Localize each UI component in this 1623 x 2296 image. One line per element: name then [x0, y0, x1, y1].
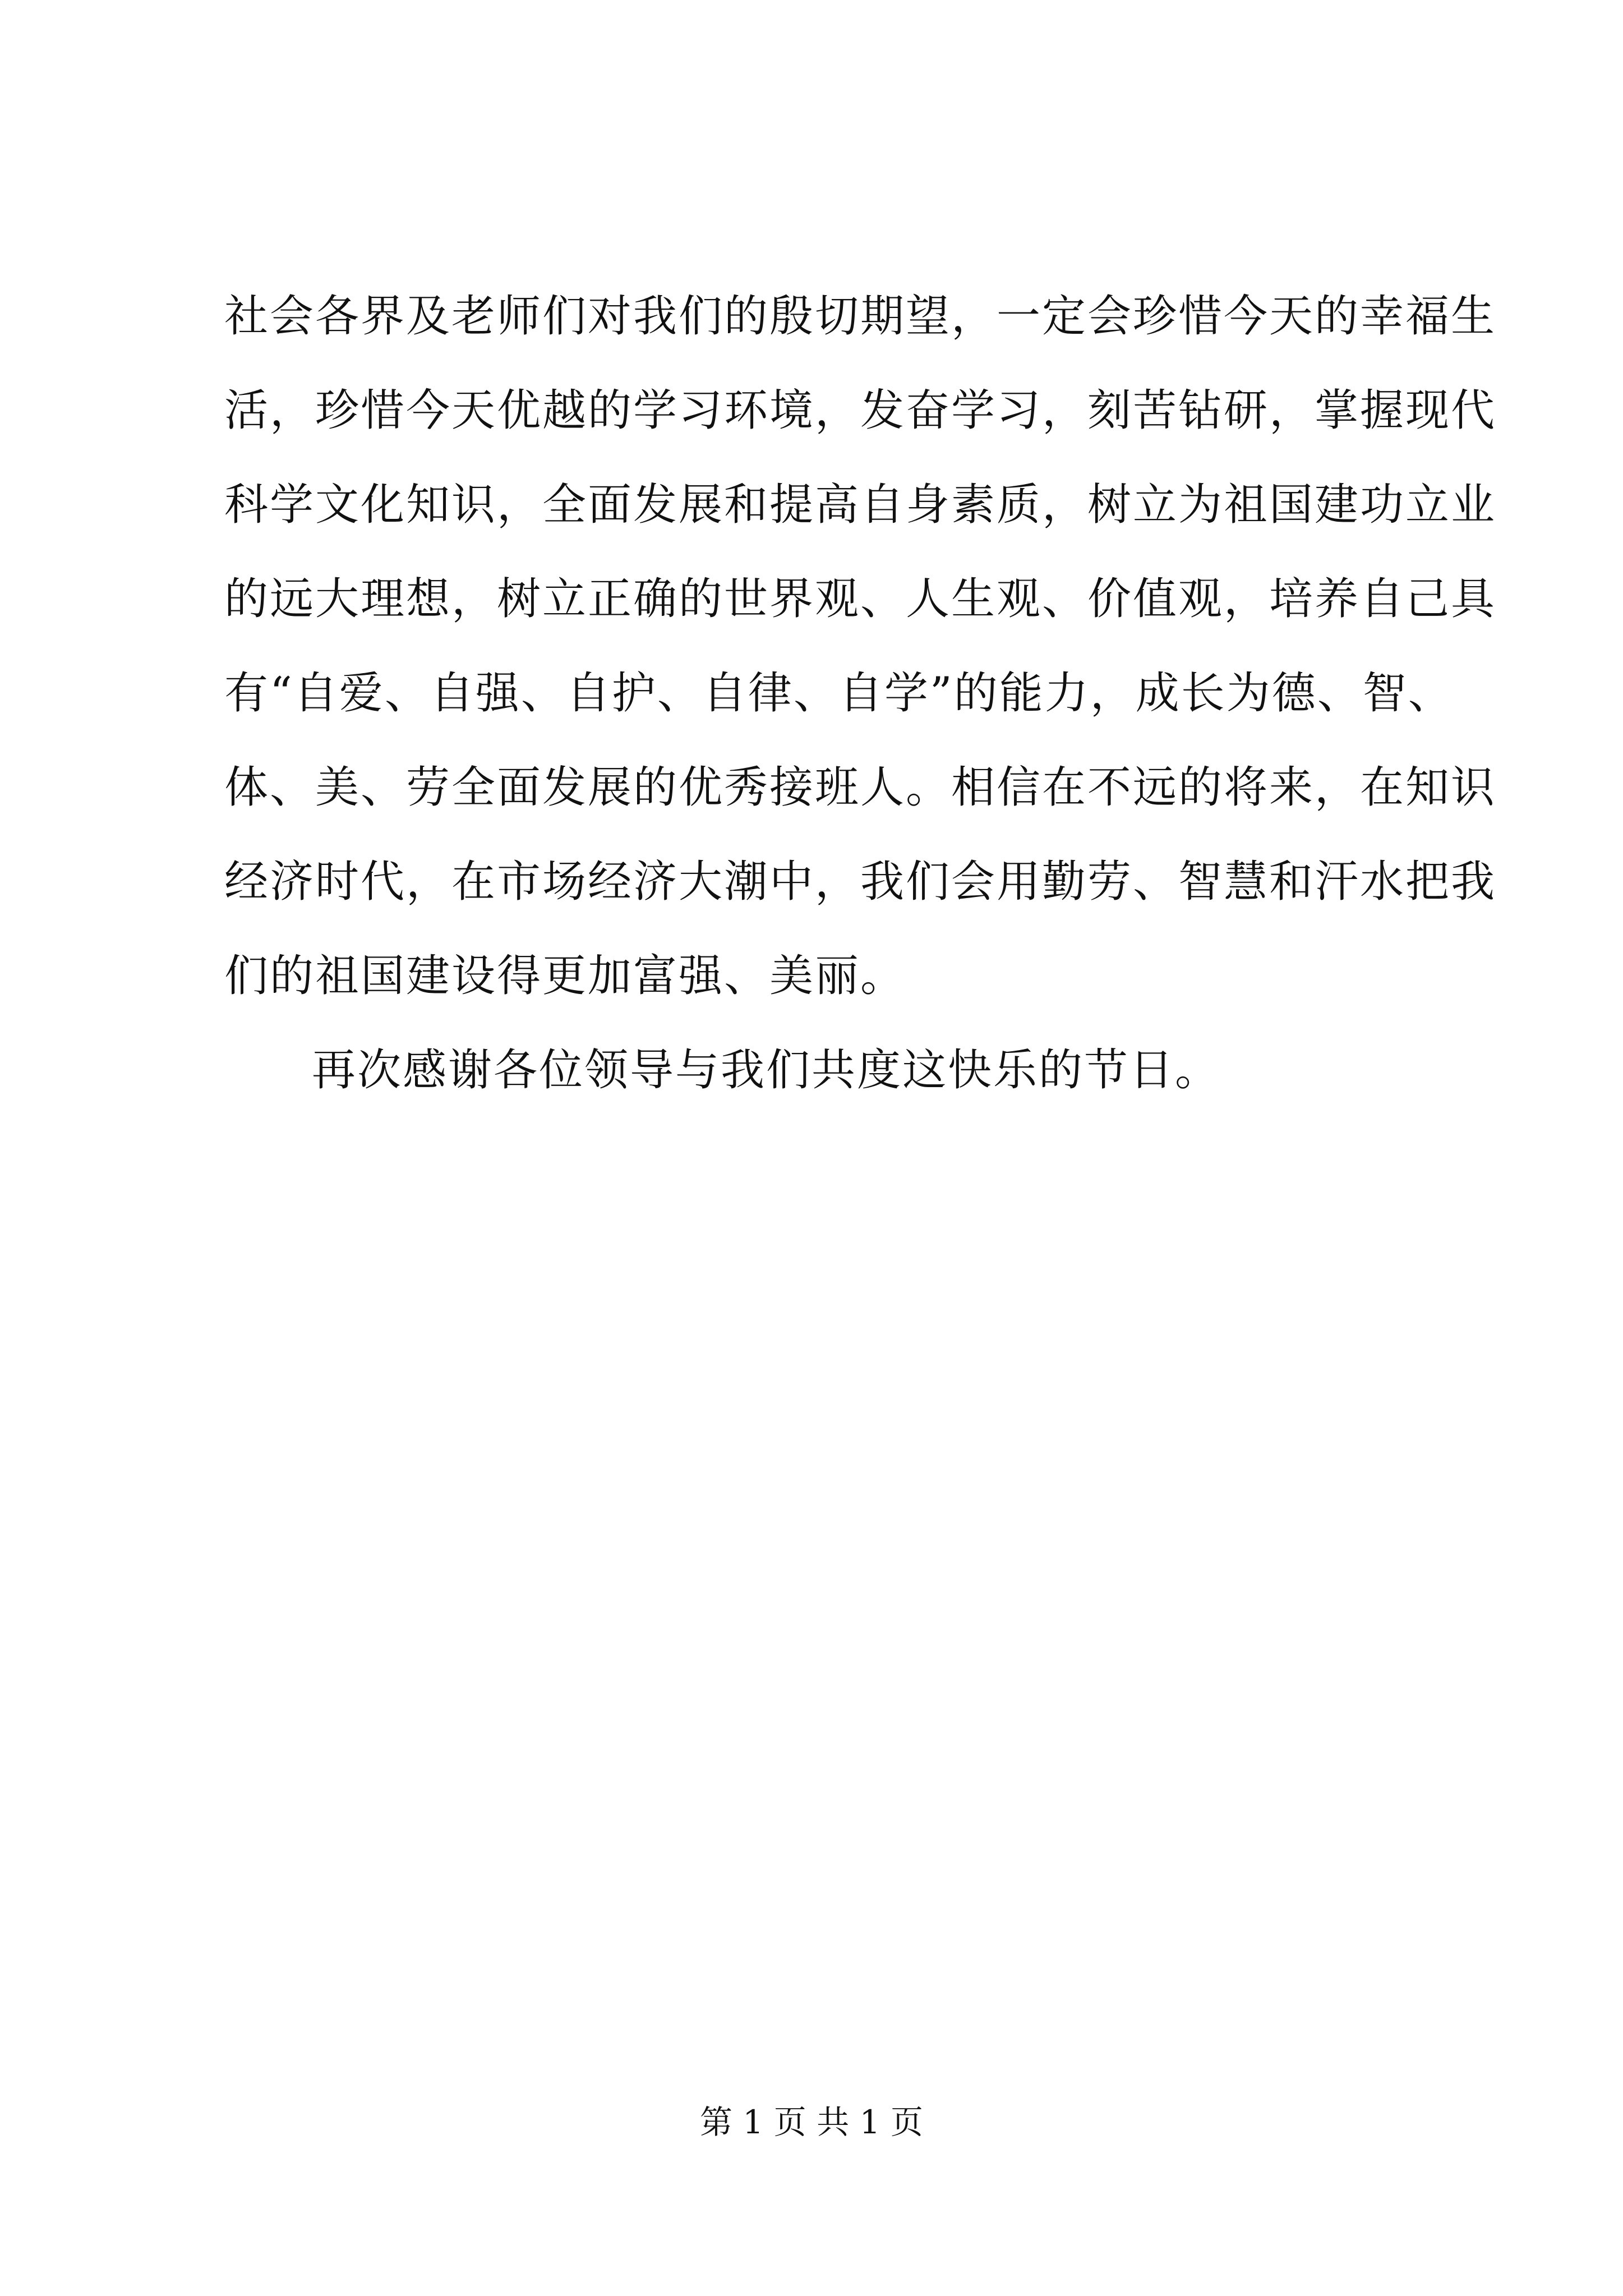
paragraph-line: 体、美、劳全面发展的优秀接班人。相信在不远的将来，在知识 — [224, 762, 1497, 813]
paragraph-line: 活，珍惜今天优越的学习环境，发奋学习，刻苦钻研，掌握现代 — [224, 385, 1497, 436]
document-body — [224, 269, 1497, 1117]
paragraph-line: 有“自爱、自强、自护、自律、自学”的能力，成长为德、智、 — [224, 668, 1454, 719]
paragraph-line: 科学文化知识，全面发展和提高自身素质，树立为祖国建功立业 — [224, 480, 1497, 530]
paragraph-line: 经济时代，在市场经济大潮中，我们会用勤劳、智慧和汗水把我 — [224, 857, 1497, 907]
paragraph-line: 社会各界及老师们对我们的殷切期望，一定会珍惜今天的幸福生 — [224, 291, 1497, 342]
paragraph-line: 的远大理想，树立正确的世界观、人生观、价值观，培养自己具 — [224, 574, 1497, 624]
paragraph-2 — [224, 1023, 1402, 1117]
paragraph-line: 再次感谢各位领导与我们共度这快乐的节日。 — [312, 1045, 1221, 1096]
paragraph-1 — [224, 269, 1497, 1023]
page-number-footer: 第 1 页 共 1 页 — [700, 2103, 923, 2141]
paragraph-line: 们的祖国建设得更加富强、美丽。 — [224, 951, 906, 1001]
